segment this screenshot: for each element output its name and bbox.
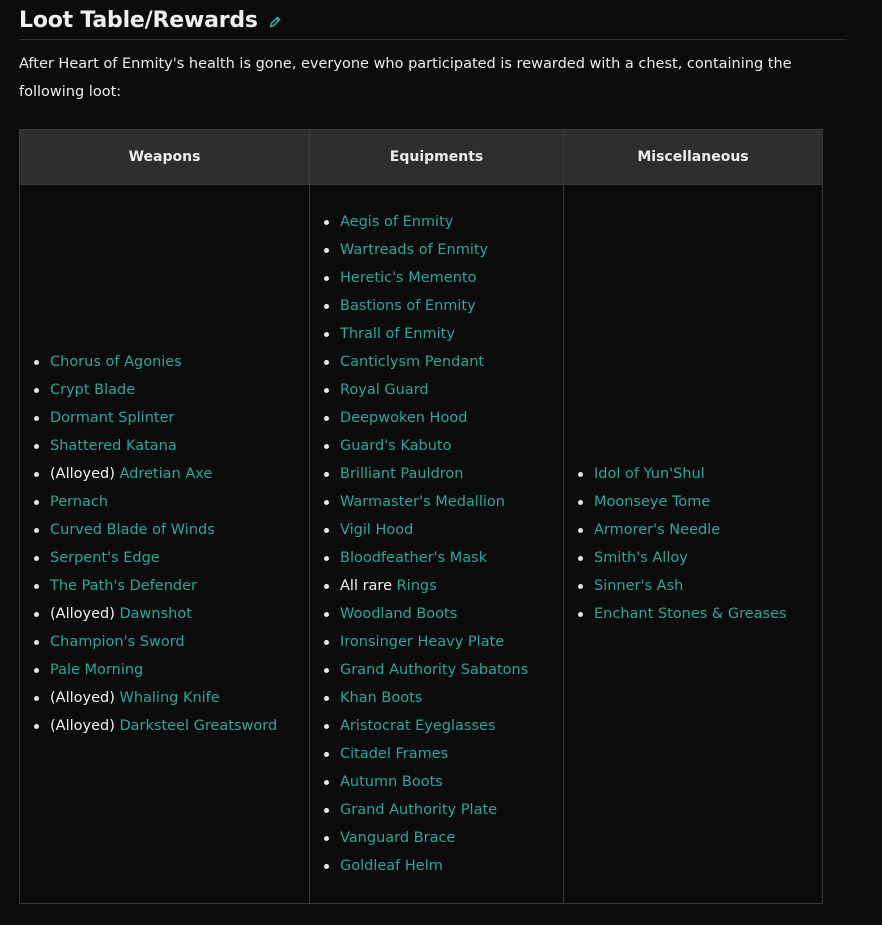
item-prefix: All rare	[340, 578, 397, 594]
weapons-cell	[20, 185, 310, 904]
equipments-cell	[310, 185, 564, 904]
item-prefix: (Alloyed)	[50, 718, 120, 734]
item-link[interactable]: Thrall of Enmity	[340, 326, 455, 342]
list-item	[340, 684, 563, 712]
table-header-row	[20, 130, 823, 185]
list-item	[594, 460, 822, 488]
item-link[interactable]: Khan Boots	[340, 690, 423, 706]
item-link[interactable]: Grand Authority Sabatons	[340, 662, 529, 678]
list-item	[340, 376, 563, 404]
miscellaneous-cell	[564, 185, 823, 904]
list-item	[340, 348, 563, 376]
item-link[interactable]: Ironsinger Heavy Plate	[340, 634, 505, 650]
item-link[interactable]: Deepwoken Hood	[340, 410, 468, 426]
list-item	[340, 488, 563, 516]
list-item	[340, 264, 563, 292]
item-link[interactable]: Bloodfeather's Mask	[340, 550, 488, 566]
list-item	[50, 404, 309, 432]
item-link[interactable]: Whaling Knife	[119, 690, 220, 706]
item-prefix: (Alloyed)	[50, 466, 120, 482]
item-link[interactable]: Dormant Splinter	[50, 410, 175, 426]
item-link[interactable]: Armorer's Needle	[594, 522, 721, 538]
column-header-equipments: Equipments	[310, 130, 564, 185]
item-link[interactable]: Wartreads of Enmity	[340, 242, 489, 258]
pencil-icon[interactable]	[268, 14, 282, 28]
list-item	[340, 572, 563, 600]
list-item	[340, 404, 563, 432]
item-link[interactable]: Woodland Boots	[340, 606, 458, 622]
list-item	[340, 656, 563, 684]
item-link[interactable]: Heretic's Memento	[340, 270, 477, 286]
item-link[interactable]: Citadel Frames	[340, 746, 449, 762]
column-header-miscellaneous: Miscellaneous	[564, 130, 823, 185]
section-heading	[19, 2, 847, 40]
list-item	[594, 516, 822, 544]
list-item	[340, 852, 563, 880]
item-link[interactable]: Pernach	[50, 494, 109, 510]
item-link[interactable]: Royal Guard	[340, 382, 429, 398]
list-item	[340, 516, 563, 544]
list-item	[50, 516, 309, 544]
list-item	[340, 460, 563, 488]
list-item	[340, 320, 563, 348]
item-link[interactable]: Enchant Stones & Greases	[594, 606, 787, 622]
list-item	[594, 572, 822, 600]
miscellaneous-list	[564, 460, 822, 628]
table-row	[20, 185, 823, 904]
list-item	[340, 796, 563, 824]
list-item	[340, 600, 563, 628]
item-link[interactable]: Curved Blade of Winds	[50, 522, 215, 538]
list-item	[50, 376, 309, 404]
list-item	[340, 292, 563, 320]
item-link[interactable]: Idol of Yun'Shul	[594, 466, 705, 482]
item-link[interactable]: Goldleaf Helm	[340, 858, 443, 874]
list-item	[340, 208, 563, 236]
item-link[interactable]: Brilliant Pauldron	[340, 466, 464, 482]
item-link[interactable]: Vanguard Brace	[340, 830, 456, 846]
item-link[interactable]: Bastions of Enmity	[340, 298, 476, 314]
item-link[interactable]: Autumn Boots	[340, 774, 443, 790]
list-item	[50, 712, 309, 740]
list-item	[50, 488, 309, 516]
list-item	[340, 768, 563, 796]
item-link[interactable]: Vigil Hood	[340, 522, 414, 538]
list-item	[340, 628, 563, 656]
list-item	[594, 544, 822, 572]
list-item	[340, 432, 563, 460]
intro-text: After Heart of Enmity's health is gone, everyone who participated is rewarded with a chest, containing the following loot:	[19, 56, 792, 100]
item-link[interactable]: Warmaster's Medallion	[340, 494, 505, 510]
item-prefix: (Alloyed)	[50, 606, 120, 622]
list-item	[594, 488, 822, 516]
item-link[interactable]: Chorus of Agonies	[50, 354, 182, 370]
list-item	[50, 348, 309, 376]
item-link[interactable]: Smith's Alloy	[594, 550, 688, 566]
item-link[interactable]: Darksteel Greatsword	[119, 718, 278, 734]
item-link[interactable]: Dawnshot	[119, 606, 192, 622]
list-item	[50, 460, 309, 488]
list-item	[340, 740, 563, 768]
item-link[interactable]: Canticlysm Pendant	[340, 354, 485, 370]
item-link[interactable]: Adretian Axe	[119, 466, 213, 482]
list-item	[50, 572, 309, 600]
item-link[interactable]: Rings	[396, 578, 437, 594]
item-link[interactable]: Moonseye Tome	[594, 494, 711, 510]
list-item	[340, 544, 563, 572]
list-item	[340, 824, 563, 852]
list-item	[50, 684, 309, 712]
item-prefix: (Alloyed)	[50, 690, 120, 706]
list-item	[340, 236, 563, 264]
column-header-weapons: Weapons	[20, 130, 310, 185]
item-link[interactable]: Shattered Katana	[50, 438, 177, 454]
item-link[interactable]: Aegis of Enmity	[340, 214, 454, 230]
list-item	[50, 432, 309, 460]
list-item	[594, 600, 822, 628]
item-link[interactable]: Grand Authority Plate	[340, 802, 498, 818]
item-link[interactable]: Sinner's Ash	[594, 578, 684, 594]
page-title: Loot Table/Rewards	[19, 8, 258, 33]
list-item	[50, 656, 309, 684]
item-link[interactable]: Guard's Kabuto	[340, 438, 452, 454]
item-link[interactable]: Aristocrat Eyeglasses	[340, 718, 496, 734]
item-link[interactable]: Serpent's Edge	[50, 550, 160, 566]
item-link[interactable]: Pale Morning	[50, 662, 144, 678]
item-link[interactable]: The Path's Defender	[50, 578, 197, 594]
weapons-list	[20, 348, 309, 740]
list-item	[50, 544, 309, 572]
list-item	[340, 712, 563, 740]
loot-table	[19, 129, 823, 904]
list-item	[50, 600, 309, 628]
item-link[interactable]: Crypt Blade	[50, 382, 136, 398]
equipments-list	[310, 208, 563, 880]
item-link[interactable]: Champion's Sword	[50, 634, 185, 650]
list-item	[50, 628, 309, 656]
